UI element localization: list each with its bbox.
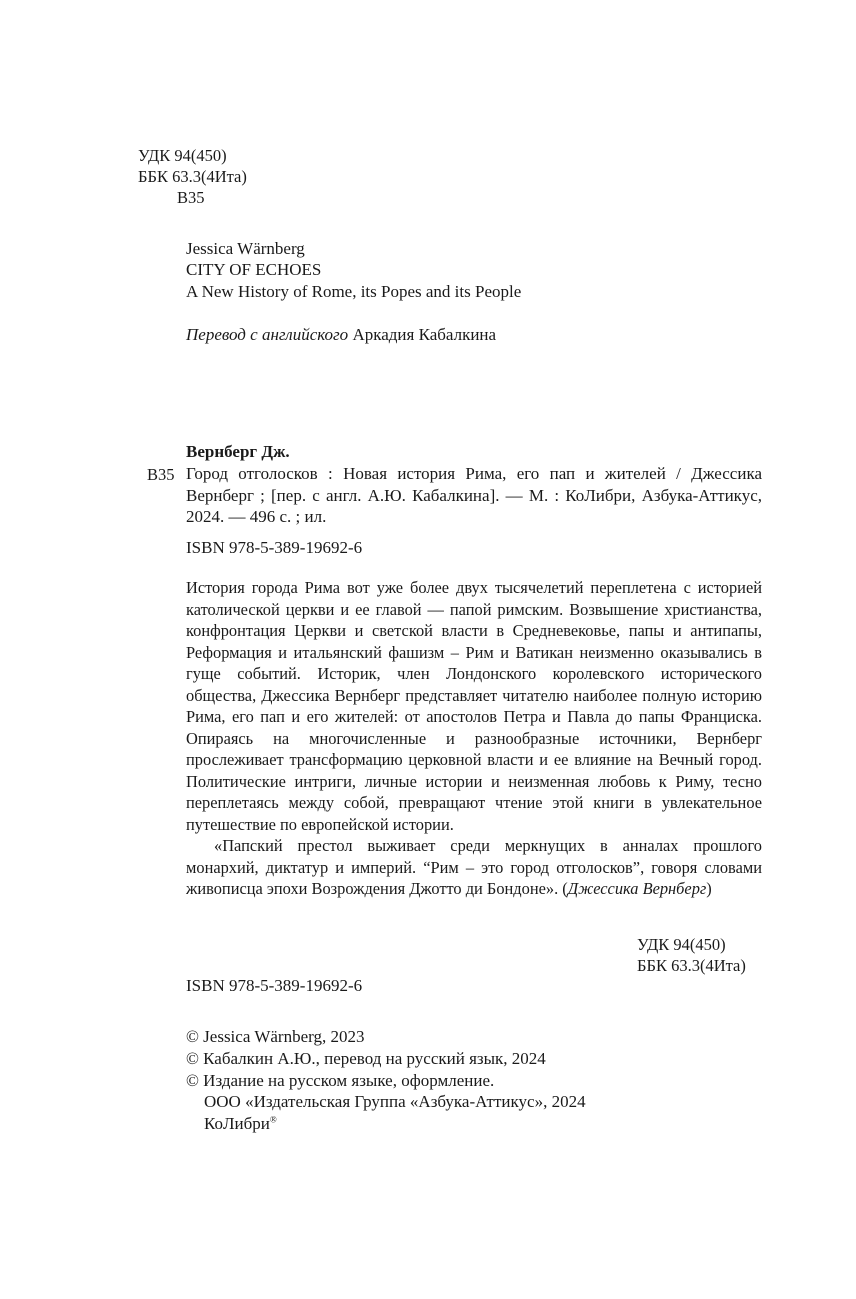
quote-close: ) <box>706 879 712 898</box>
bibliographic-entry: Город отголосков : Новая история Рима, его пап и жителей / Джессика Вернберг ; [пер. с англ. А.Ю. Кабалкина]. — М. : КоЛибри, Азбука-Аттикус, 2024. — 496 с. ; ил. <box>186 464 762 526</box>
isbn-top: ISBN 978-5-389-19692-6 <box>186 538 363 557</box>
annotation-paragraph: История города Рима вот уже более двух тысячелетий переплетена с историей католической церкви и ее главой — папой римским. Возвышение христианства, конфронтация Церкви и светской власти в Средневековье, папы и антипапы, Реформация и итальянский фашизм – Рим и Ватикан неизменно оказывались в гуще событий. Историк, член Лондонского королевского исторического общества, Джессика Вернберг представляет читателю наиболее полную историю Рима, его пап и его жителей: от апостолов Петра и Павла до папы Франциска. Опираясь на многочисленные и разнообразные источники, Вернберг прослеживает трансформацию церковной власти и ее влияние на Вечный город. Политические интриги, личные истории и неизменная любовь к Риму, тесно переплетаясь между собой, превращают чтение этой книги в увлекательное путешествие по европейской истории. <box>186 578 762 834</box>
annotation <box>186 577 762 900</box>
translation-credit <box>186 324 496 345</box>
quote-text: «Папский престол выживает среди меркнущих в анналах прошлого монархий, диктатур и империй. “Рим – это город отголосков”, говоря словами живописца эпохи Возрождения Джотто ди Бондоне». ( <box>186 836 762 898</box>
copyright-imprint <box>204 1113 277 1134</box>
author-mark: В35 <box>177 188 205 207</box>
bibliographic-mark: В35 <box>147 465 175 484</box>
translation-label: Перевод с английского <box>186 325 349 344</box>
copyright-publisher: ООО «Издательская Группа «Азбука-Аттикус», 2024 <box>204 1092 586 1111</box>
copyright-author: © Jessica Wärnberg, 2023 <box>186 1027 365 1046</box>
bbk-code: ББК 63.3(4Ита) <box>138 167 247 186</box>
original-subtitle: A New History of Rome, its Popes and its People <box>186 282 522 301</box>
copyright-translation: © Кабалкин А.Ю., перевод на русский язык, 2024 <box>186 1049 546 1068</box>
original-title: CITY OF ECHOES <box>186 260 322 279</box>
annotation-quote <box>186 835 762 900</box>
bibliographic-heading: Вернберг Дж. <box>186 442 290 461</box>
copyright-edition: © Издание на русском языке, оформление. <box>186 1071 495 1090</box>
isbn-bottom: ISBN 978-5-389-19692-6 <box>186 976 363 995</box>
registered-mark: ® <box>269 1114 277 1125</box>
udk-code-bottom: УДК 94(450) <box>637 935 726 954</box>
imprint-name: КоЛибри <box>204 1114 270 1133</box>
quote-attribution: Джессика Вернберг <box>567 879 707 898</box>
bbk-code-bottom: ББК 63.3(4Ита) <box>637 956 746 975</box>
original-author: Jessica Wärnberg <box>186 239 305 258</box>
translator-name: Аркадия Кабалкина <box>352 325 497 344</box>
udk-code: УДК 94(450) <box>138 146 227 165</box>
